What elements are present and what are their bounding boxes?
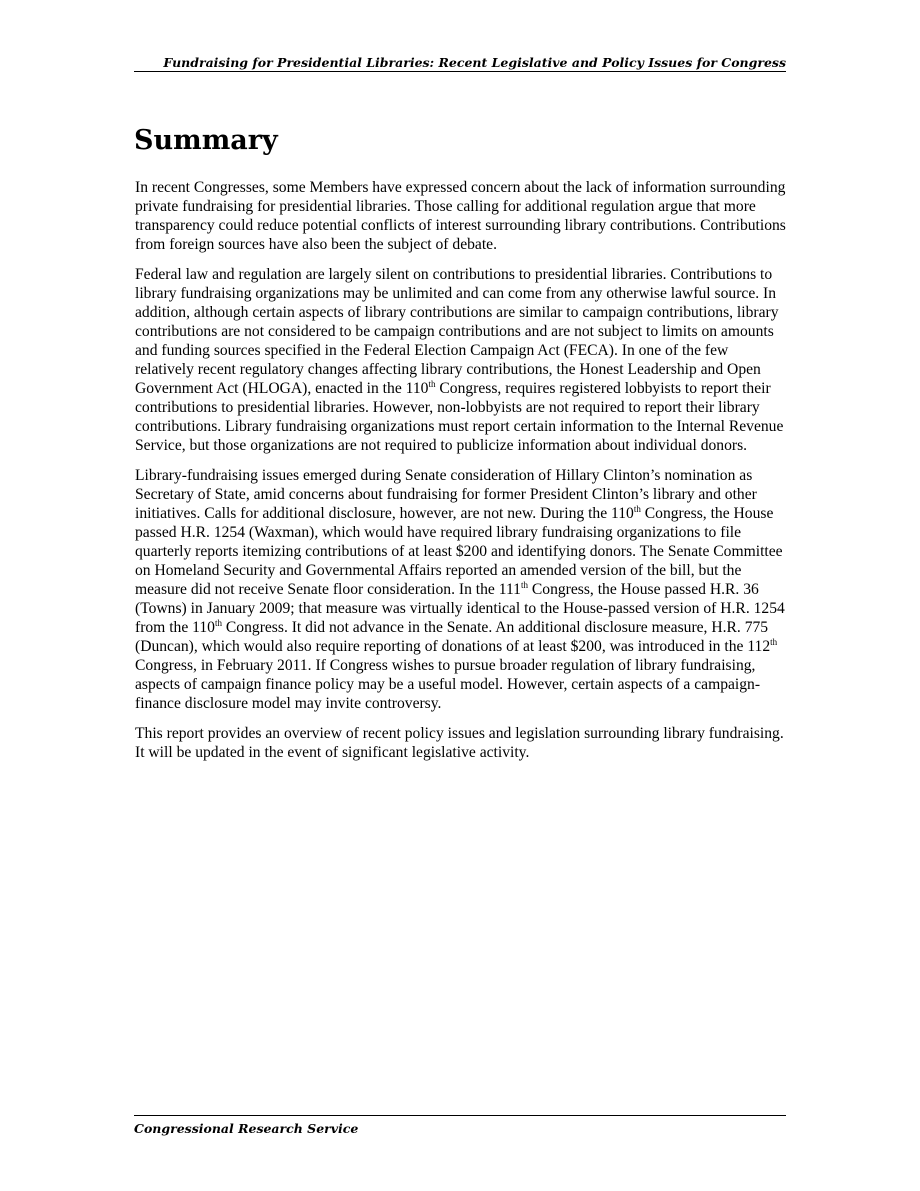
paragraph-2 — [135, 265, 790, 455]
paragraph-1-text: In recent Congresses, some Members have expressed concern about the lack of information surrounding private fundraising for presidential libraries. Those calling for additional regulation argue that more transparency could reduce potential conflicts of interest surrounding library contributions. Contributions from foreign sources have also been the subject of debate. — [135, 179, 786, 253]
section-heading: Summary — [134, 125, 278, 156]
paragraph-2-text-b: Congress, requires registered lobbyists to report their contributions to presidential libraries. However, non-lobbyists are not required to report their library contributions. Library fundraising organizations must report certain information to the Internal Revenue Service, but those organizations are not required to publicize information about individual donors. — [135, 380, 784, 454]
paragraph-4 — [135, 724, 790, 762]
ordinal-superscript: th — [214, 618, 222, 628]
paragraph-3-text-d: Congress. It did not advance in the Senate. An additional disclosure measure, H.R. 775 (Duncan), which would also require reporting of donations of at least $200, was introduced in the 112 — [135, 619, 771, 655]
summary-body — [135, 178, 790, 773]
footer-divider — [134, 1115, 786, 1116]
paragraph-3 — [135, 466, 790, 713]
ordinal-superscript: th — [520, 580, 528, 590]
paragraph-1 — [135, 178, 790, 254]
paragraph-3-text-b: Congress, the House passed H.R. 1254 (Waxman), which would have required library fundraising organizations to file quarterly reports itemizing contributions of at least $200 and identifying donors. The Senate Committee on Homeland Security and Governmental Affairs reported an amended version of the bill, but the measure did not receive Senate floor consideration. In the 111 — [135, 505, 783, 598]
page-footer — [134, 1121, 358, 1136]
ordinal-superscript: th — [770, 637, 778, 647]
paragraph-3-text-c: Congress, the House passed H.R. 36 (Towns) in January 2009; that measure was virtually identical to the House-passed version of H.R. 1254 from the 110 — [135, 581, 785, 636]
footer-text: Congressional Research Service — [134, 1121, 359, 1136]
running-header-title: Fundraising for Presidential Libraries: Recent Legislative and Policy Issues for Congress — [163, 55, 786, 70]
paragraph-3-text-e: Congress, in February 2011. If Congress wishes to pursue broader regulation of library fundraising, aspects of campaign finance policy may be a useful model. However, certain aspects of a campaign-finance disclosure model may invite controversy. — [135, 657, 761, 712]
paragraph-4-text: This report provides an overview of recent policy issues and legislation surrounding library fundraising. It will be updated in the event of significant legislative activity. — [135, 725, 784, 761]
ordinal-superscript: th — [633, 504, 641, 514]
ordinal-superscript: th — [428, 379, 436, 389]
paragraph-3-text-a: Library-fundraising issues emerged during Senate consideration of Hillary Clinton’s nomination as Secretary of State, amid concerns about fundraising for former President Clinton’s library and other initiatives. Calls for additional disclosure, however, are not new. During the 110 — [135, 467, 757, 522]
paragraph-2-text-a: Federal law and regulation are largely silent on contributions to presidential libraries. Contributions to library fundraising organizations may be unlimited and can come from any otherwise lawful source. In addition, although certain aspects of library contributions are similar to campaign contributions, library contributions are not considered to be campaign contributions and are not subject to limits on amounts and funding sources specified in the Federal Election Campaign Act (FECA). In one of the few relatively recent regulatory changes affecting library contributions, the Honest Leadership and Open Government Act (HLOGA), enacted in the 110 — [135, 266, 779, 397]
running-header — [134, 55, 786, 72]
